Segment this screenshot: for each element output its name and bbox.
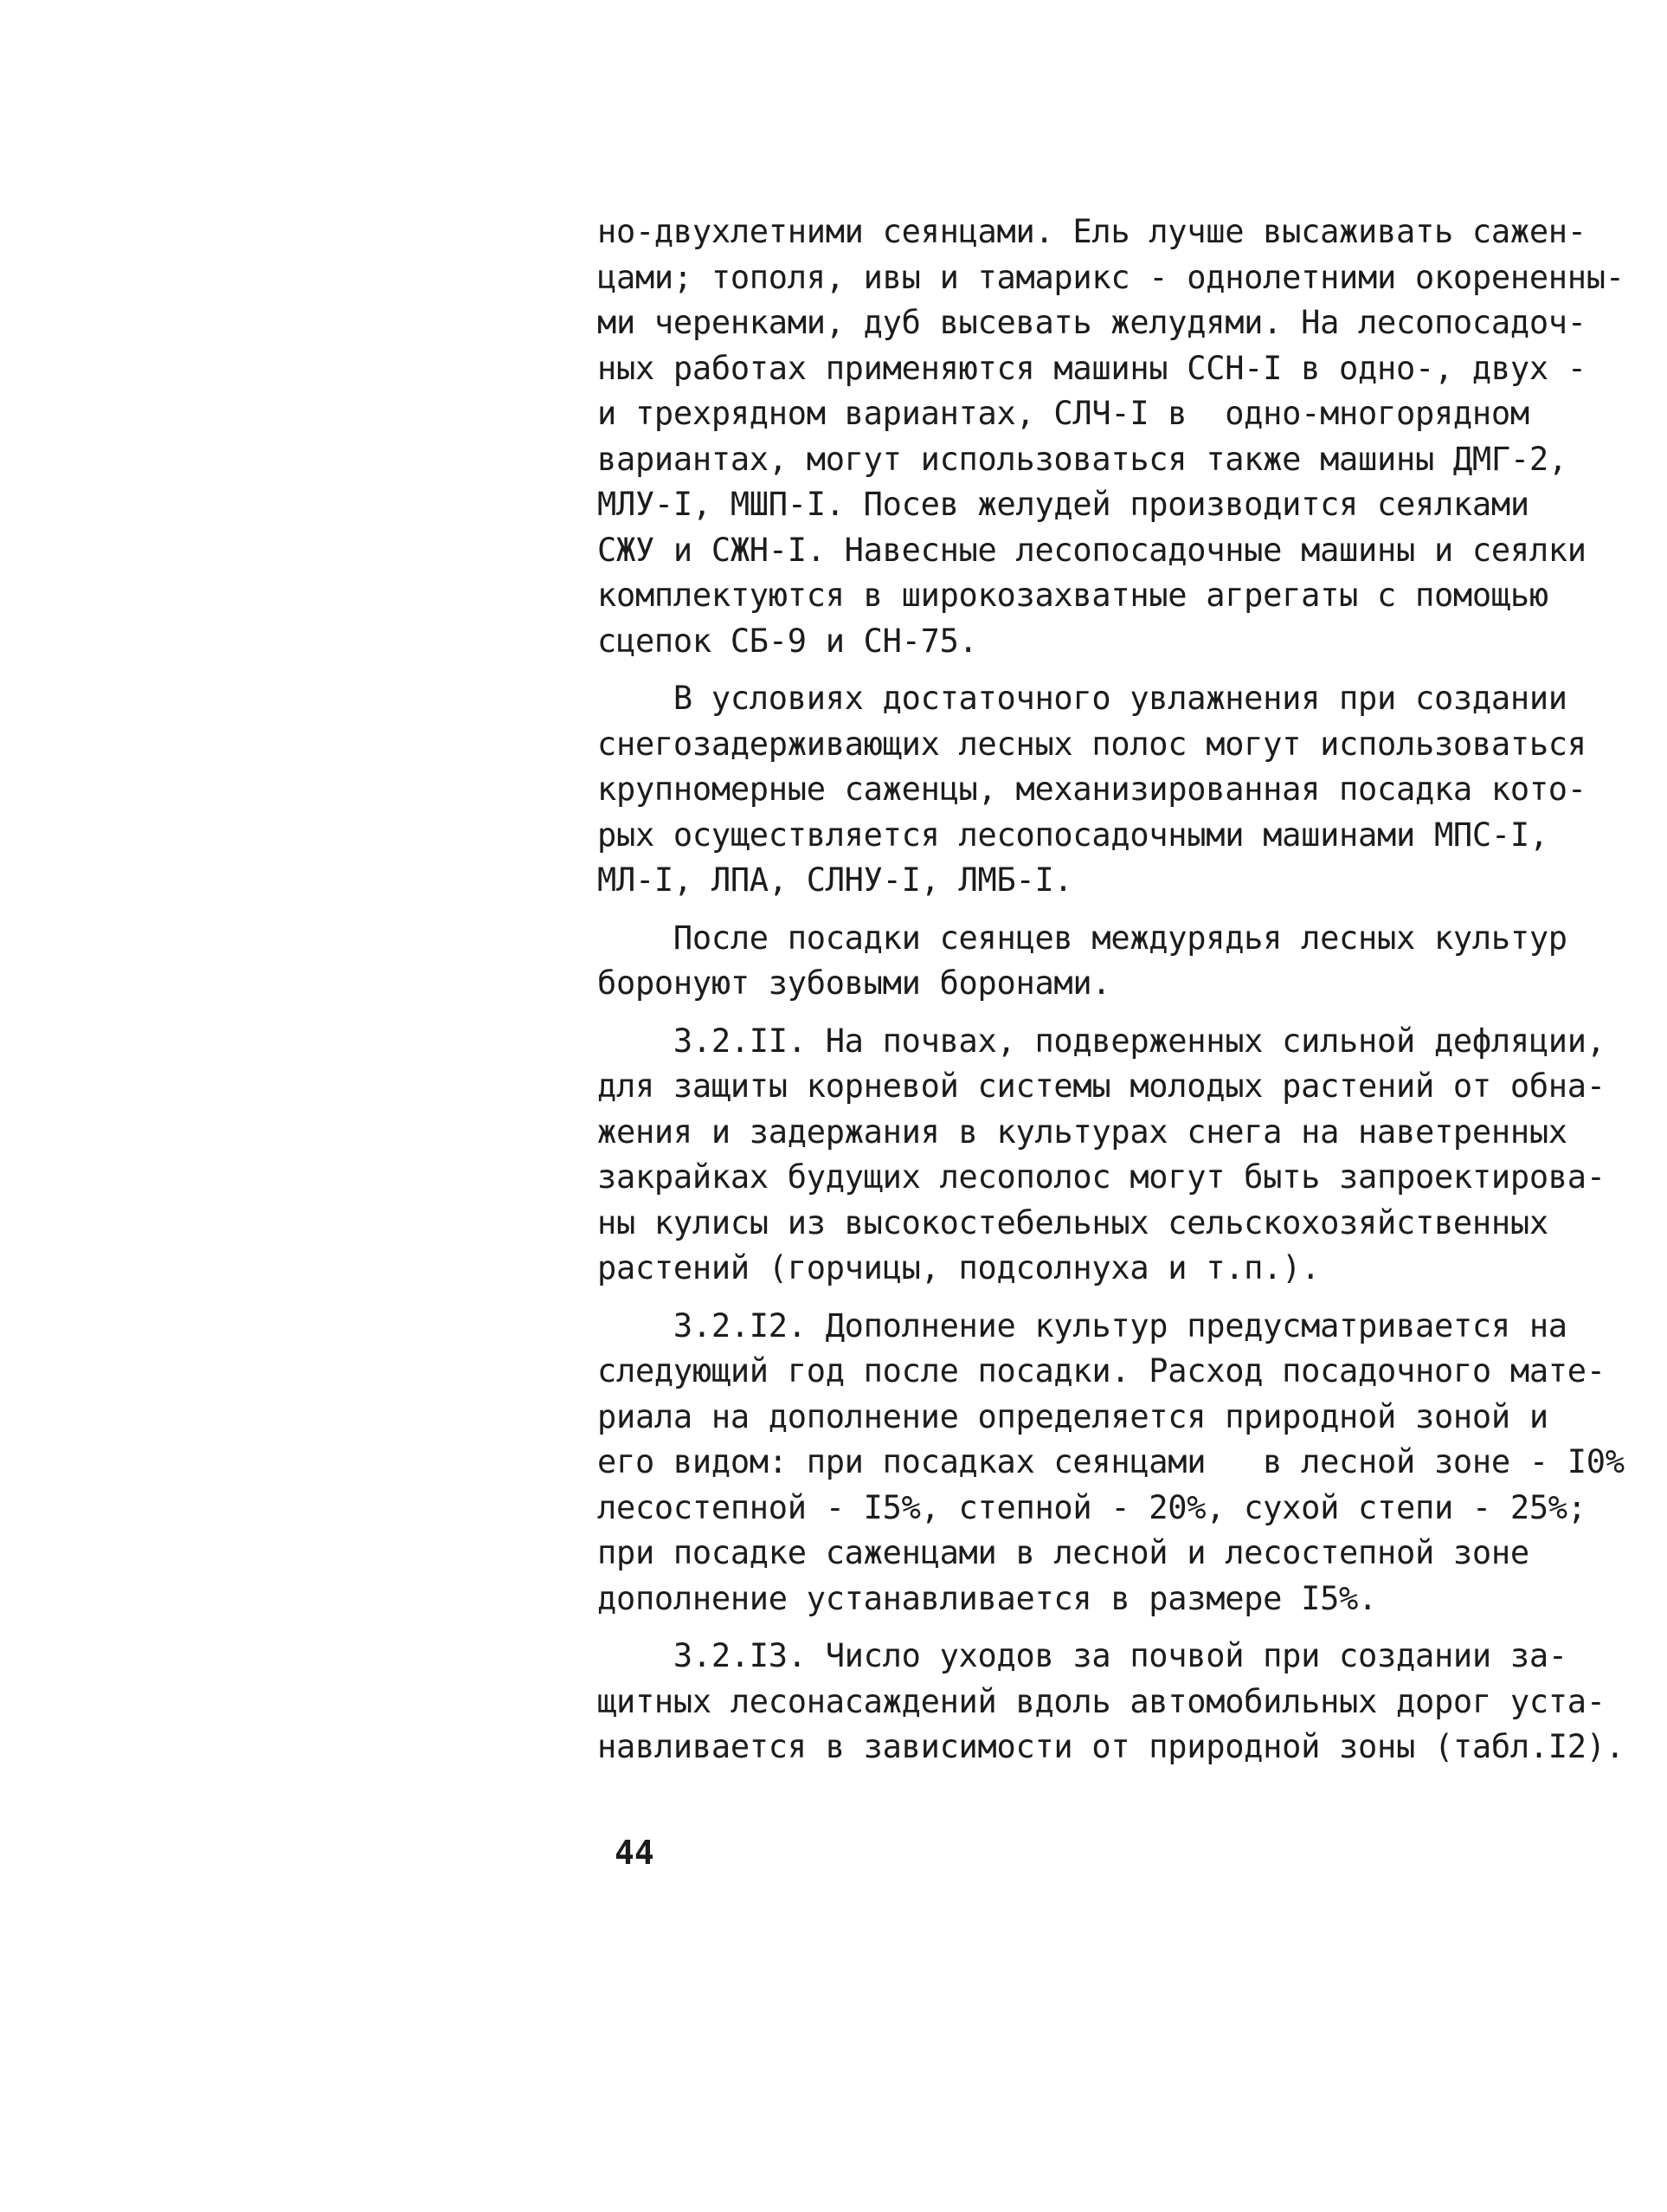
paragraph-3-2-12 bbox=[597, 1304, 1625, 1622]
text-line: ми черенками, дуб высевать желудями. На лесопосадоч- bbox=[597, 304, 1587, 341]
text-line: для защиты корневой системы молодых растений от обна- bbox=[597, 1067, 1606, 1105]
text-line: дополнение устанавливается в размере I5%. bbox=[597, 1579, 1378, 1617]
paragraph-3 bbox=[597, 916, 1619, 1007]
text-line: В условиях достаточного увлажнения при создании bbox=[597, 680, 1567, 717]
text-line: боронуют зубовыми боронами. bbox=[597, 964, 1111, 1002]
text-line: ны кулисы из высокостебельных сельскохозяйственных bbox=[597, 1203, 1548, 1241]
text-line: закрайках будущих лесополос могут быть запроектирова- bbox=[597, 1158, 1606, 1196]
text-line: и трехрядном вариантах, СЛЧ-I в одно-многорядном bbox=[597, 395, 1529, 432]
body-text bbox=[597, 210, 1625, 1783]
page-number: 44 bbox=[615, 1834, 654, 1872]
text-line: при посадке саженцами в лесной и лесостепной зоне bbox=[597, 1534, 1529, 1571]
text-line: следующий год после посадки. Расход посадочного мате- bbox=[597, 1352, 1606, 1390]
text-line: После посадки сеянцев междурядья лесных культур bbox=[597, 919, 1567, 957]
text-line: жения и задержания в культурах снега на наветренных bbox=[597, 1112, 1567, 1151]
text-line: навливается в зависимости от природной зоны (табл.I2). bbox=[597, 1728, 1625, 1765]
text-line: снегозадерживающих лесных полос могут использоваться bbox=[597, 725, 1587, 763]
text-line: вариантах, могут использоваться также машины ДМГ-2, bbox=[597, 440, 1567, 478]
text-line: растений (горчицы, подсолнуха и т.п.). bbox=[597, 1249, 1321, 1287]
text-line: рых осуществляется лесопосадочными машинами МПС-I, bbox=[597, 816, 1548, 854]
paragraph-3-2-13 bbox=[597, 1634, 1625, 1770]
text-line: щитных лесонасаждений вдоль автомобильных дорог уста- bbox=[597, 1682, 1606, 1720]
text-line: МЛУ-I, МШП-I. Посев желудей производится сеялками bbox=[597, 486, 1529, 523]
text-line: 3.2.I3. Число уходов за почвой при создании за- bbox=[597, 1637, 1567, 1674]
paragraph-2 bbox=[597, 676, 1619, 904]
text-line: 3.2.II. На почвах, подверженных сильной дефляции, bbox=[597, 1022, 1606, 1060]
text-line: крупномерные саженцы, механизированная посадка кото- bbox=[597, 771, 1587, 808]
text-line: его видом: при посадках сеянцами в лесной зоне - I0% bbox=[597, 1443, 1625, 1480]
text-line: лесостепной - I5%, степной - 20%, сухой степи - 25%; bbox=[597, 1488, 1587, 1526]
paragraph-1 bbox=[597, 210, 1625, 664]
text-line: но-двухлетними сеянцами. Ель лучше высаживать сажен- bbox=[597, 213, 1587, 250]
paragraph-3-2-11 bbox=[597, 1019, 1619, 1292]
text-line: 3.2.I2. Дополнение культур предусматривается на bbox=[597, 1306, 1567, 1345]
text-line: МЛ-I, ЛПА, СЛНУ-I, ЛМБ-I. bbox=[597, 861, 1073, 899]
text-line: комплектуются в широкозахватные агрегаты с помощью bbox=[597, 577, 1548, 614]
text-line: СЖУ и СЖН-I. Навесные лесопосадочные машины и сеялки bbox=[597, 531, 1587, 569]
text-line: цами; тополя, ивы и тамарикс - однолетними окорененны- bbox=[597, 258, 1625, 296]
text-line: сцепок СБ-9 и СН-75. bbox=[597, 622, 978, 660]
text-line: ных работах применяются машины ССН-I в одно-, двух - bbox=[597, 349, 1587, 387]
text-line: риала на дополнение определяется природной зоной и bbox=[597, 1397, 1548, 1435]
